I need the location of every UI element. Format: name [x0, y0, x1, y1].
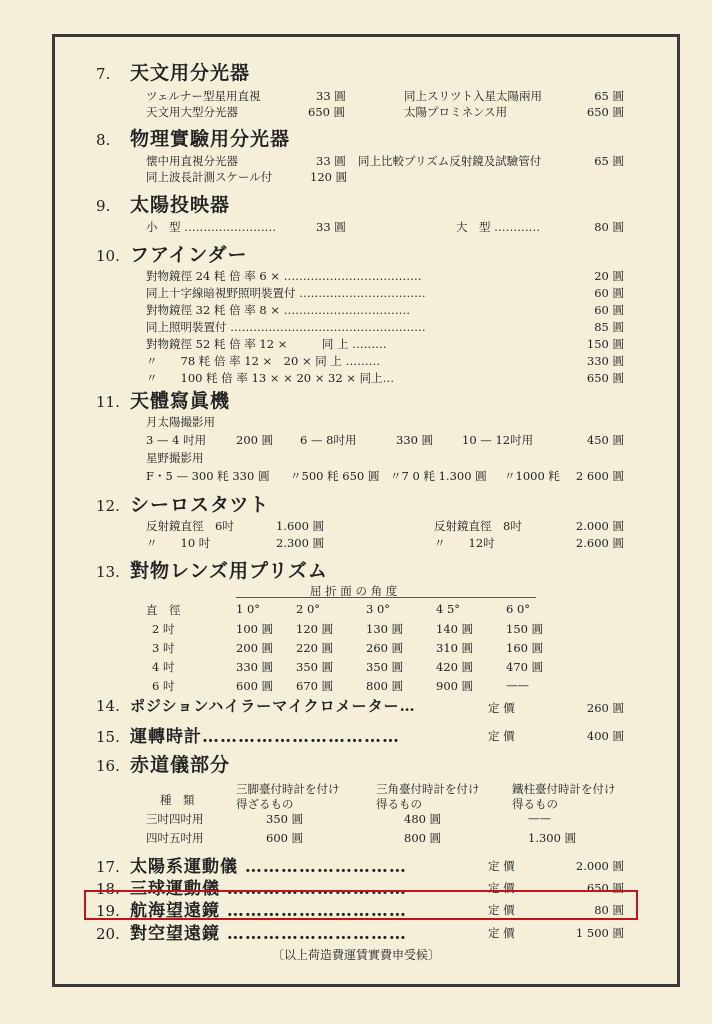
s13-row-label: 3 吋 — [152, 641, 175, 655]
s7-item: 太陽プロミネンス用 — [404, 105, 508, 119]
highlight-box — [84, 890, 638, 920]
s12-price: 2.600 圓 — [575, 536, 624, 550]
section-12-heading: 12. シーロスタツト — [96, 494, 270, 516]
s19-price: 80 圓 — [594, 903, 624, 917]
s7-item: ツェルナー型星用直視 — [146, 89, 261, 103]
s16-kind: 種 類 — [160, 793, 195, 807]
s16-cell: 600 圓 — [266, 831, 304, 845]
section-19-heading: 19. 航海望遠鏡 ………………………… — [96, 901, 407, 921]
s8-item: 同上比較プリズム反射鏡及試驗管付 — [358, 154, 542, 168]
s12-price: 1.600 圓 — [276, 519, 325, 533]
s10-price: 60 圓 — [594, 286, 624, 300]
s13-column-header: 3 0° — [366, 602, 391, 616]
s11-item: 〃7 0 粍 1.300 圓 — [390, 469, 487, 483]
s13-rule — [236, 597, 536, 598]
s11-item: 6 — 8吋用 — [300, 433, 357, 447]
s13-cell: 130 圓 — [366, 622, 404, 636]
s10-item: 對物鏡徑 24 粍 倍 率 6 × ……………………………… — [146, 269, 422, 283]
s16-row-label: 四吋五吋用 — [146, 831, 204, 845]
s20-label: 定 價 — [488, 926, 515, 940]
s10-price: 85 圓 — [594, 320, 624, 334]
s12-item: 〃 12吋 — [434, 536, 495, 550]
s16-cell: 1.300 圓 — [528, 831, 577, 845]
s13-cell: 220 圓 — [296, 641, 334, 655]
s10-item: 對物鏡徑 32 粍 倍 率 8 × …………………………… — [146, 303, 411, 317]
s13-caption: 屈 折 面 の 角 度 — [310, 584, 398, 598]
s7-item: 同上スリツト入星太陽兩用 — [404, 89, 542, 103]
s10-item: 〃 78 粍 倍 率 12 × 20 × 同 上 ……… — [146, 354, 381, 368]
section-11-heading: 11. 天體寫眞機 — [96, 390, 231, 412]
s17-price: 2.000 圓 — [575, 859, 624, 873]
s11-price: 330 圓 — [396, 433, 434, 447]
s13-row-label: 2 吋 — [152, 622, 175, 636]
s8-price: 33 圓 — [316, 154, 346, 168]
s13-cell: 800 圓 — [366, 679, 404, 693]
s7-price: 650 圓 — [586, 105, 624, 119]
s16-column-header: 鐵柱臺付時計を付け得るもの — [512, 782, 616, 811]
s16-cell: 480 圓 — [404, 812, 442, 826]
s11-subheading: 星野撮影用 — [146, 451, 204, 465]
section-14-heading: 14. ポジションハイラーマイクロメーター… — [96, 697, 416, 715]
section-17-heading: 17. 太陽系運動儀 ……………………… — [96, 857, 407, 877]
section-8-heading: 8. 物理實驗用分光器 — [96, 128, 291, 150]
section-9-heading: 9. 太陽投映器 — [96, 194, 231, 216]
s11-price: 200 圓 — [236, 433, 274, 447]
s8-item: 同上波長計測スケール付 — [146, 170, 273, 184]
s13-cell: 140 圓 — [436, 622, 474, 636]
s11-item: 〃500 粍 650 圓 — [290, 469, 380, 483]
s13-cell: 160 圓 — [506, 641, 544, 655]
s10-price: 20 圓 — [594, 269, 624, 283]
s9-item: 大 型 ………… — [456, 220, 541, 234]
s7-price: 33 圓 — [316, 89, 346, 103]
s8-price: 120 圓 — [310, 170, 348, 184]
s13-cell: 420 圓 — [436, 660, 474, 674]
s16-column-header: 三脚臺付時計を付け得ざるもの — [236, 782, 340, 811]
section-13-heading: 13. 對物レンズ用プリズム — [96, 560, 328, 582]
s13-cell: 260 圓 — [366, 641, 404, 655]
s10-item: 對物鏡徑 52 粍 倍 率 12 × 同 上 ……… — [146, 337, 387, 351]
s10-price: 60 圓 — [594, 303, 624, 317]
s14-label: 定 價 — [488, 701, 515, 715]
s9-price: 33 圓 — [316, 220, 346, 234]
s13-column-header: 6 0° — [506, 602, 531, 616]
s13-cell: 600 圓 — [236, 679, 274, 693]
footer-note: 〔以上荷造費運賃實費申受候〕 — [271, 948, 440, 962]
s13-cell: 900 圓 — [436, 679, 474, 693]
s11-item: F・5 — 300 粍 330 圓 — [146, 469, 270, 483]
s10-item: 同上十字線暗視野照明裝置付 …………………………… — [146, 286, 426, 300]
s11-item: 10 — 12吋用 — [462, 433, 534, 447]
s12-item: 反射鏡直徑 8吋 — [434, 519, 522, 533]
section-7-heading: 7. 天文用分光器 — [96, 62, 251, 84]
s9-item: 小 型 …………………… — [146, 220, 277, 234]
s13-row-label: 4 吋 — [152, 660, 175, 674]
s11-item: 〃1000 粍 — [504, 469, 560, 483]
s13-cell: 350 圓 — [296, 660, 334, 674]
s13-column-header: 直 徑 — [146, 603, 181, 617]
s18-label: 定 價 — [488, 881, 515, 895]
s7-price: 65 圓 — [594, 89, 624, 103]
s13-cell: 310 圓 — [436, 641, 474, 655]
s15-price: 400 圓 — [586, 729, 624, 743]
section-20-heading: 20. 對空望遠鏡 ………………………… — [96, 924, 407, 944]
s11-price: 450 圓 — [586, 433, 624, 447]
s13-cell: 670 圓 — [296, 679, 334, 693]
s17-label: 定 價 — [488, 859, 515, 873]
section-10-heading: 10. フアインダー — [96, 244, 248, 266]
s12-item: 反射鏡直徑 6吋 — [146, 519, 234, 533]
s16-cell: 800 圓 — [404, 831, 442, 845]
s11-price: 2 600 圓 — [575, 469, 624, 483]
s18-price: 650 圓 — [586, 881, 624, 895]
s13-cell: 470 圓 — [506, 660, 544, 674]
s10-item: 〃 100 粍 倍 率 13 × × 20 × 32 × 同上… — [146, 371, 395, 385]
s12-price: 2.300 圓 — [276, 536, 325, 550]
s16-cell: 350 圓 — [266, 812, 304, 826]
s10-price: 330 圓 — [586, 354, 624, 368]
s7-item: 天文用大型分光器 — [146, 105, 238, 119]
section-16-heading: 16. 赤道儀部分 — [96, 754, 231, 776]
s13-column-header: 4 5° — [436, 602, 461, 616]
s10-item: 同上照明裝置付 …………………………………………… — [146, 320, 426, 334]
s20-price: 1 500 圓 — [575, 926, 624, 940]
s11-subheading: 月太陽撮影用 — [146, 415, 215, 429]
s12-item: 〃 10 吋 — [146, 536, 211, 550]
s16-cell: —— — [528, 811, 551, 825]
s13-cell: 350 圓 — [366, 660, 404, 674]
s8-price: 65 圓 — [594, 154, 624, 168]
s14-price: 260 圓 — [586, 701, 624, 715]
s19-label: 定 價 — [488, 903, 515, 917]
section-18-heading: 18. 三球運動儀 ………………………… — [96, 879, 407, 899]
s13-cell: 100 圓 — [236, 622, 274, 636]
s13-cell: 120 圓 — [296, 622, 334, 636]
s13-cell: 200 圓 — [236, 641, 274, 655]
s12-price: 2.000 圓 — [575, 519, 624, 533]
s11-item: 3 — 4 吋用 — [146, 433, 207, 447]
s16-row-label: 三吋四吋用 — [146, 812, 204, 826]
s13-cell: 330 圓 — [236, 660, 274, 674]
s7-price: 650 圓 — [308, 105, 346, 119]
s13-row-label: 6 吋 — [152, 679, 175, 693]
s15-label: 定 價 — [488, 729, 515, 743]
section-15-heading: 15. 運轉時計…………………………… — [96, 727, 400, 747]
s13-cell: —— — [506, 678, 529, 692]
s16-column-header: 三角臺付時計を付け得るもの — [376, 782, 480, 811]
s13-cell: 150 圓 — [506, 622, 544, 636]
s9-price: 80 圓 — [594, 220, 624, 234]
s8-item: 懐中用直視分光器 — [146, 154, 238, 168]
s10-price: 650 圓 — [586, 371, 624, 385]
s10-price: 150 圓 — [586, 337, 624, 351]
s13-column-header: 2 0° — [296, 602, 321, 616]
s13-column-header: 1 0° — [236, 602, 261, 616]
